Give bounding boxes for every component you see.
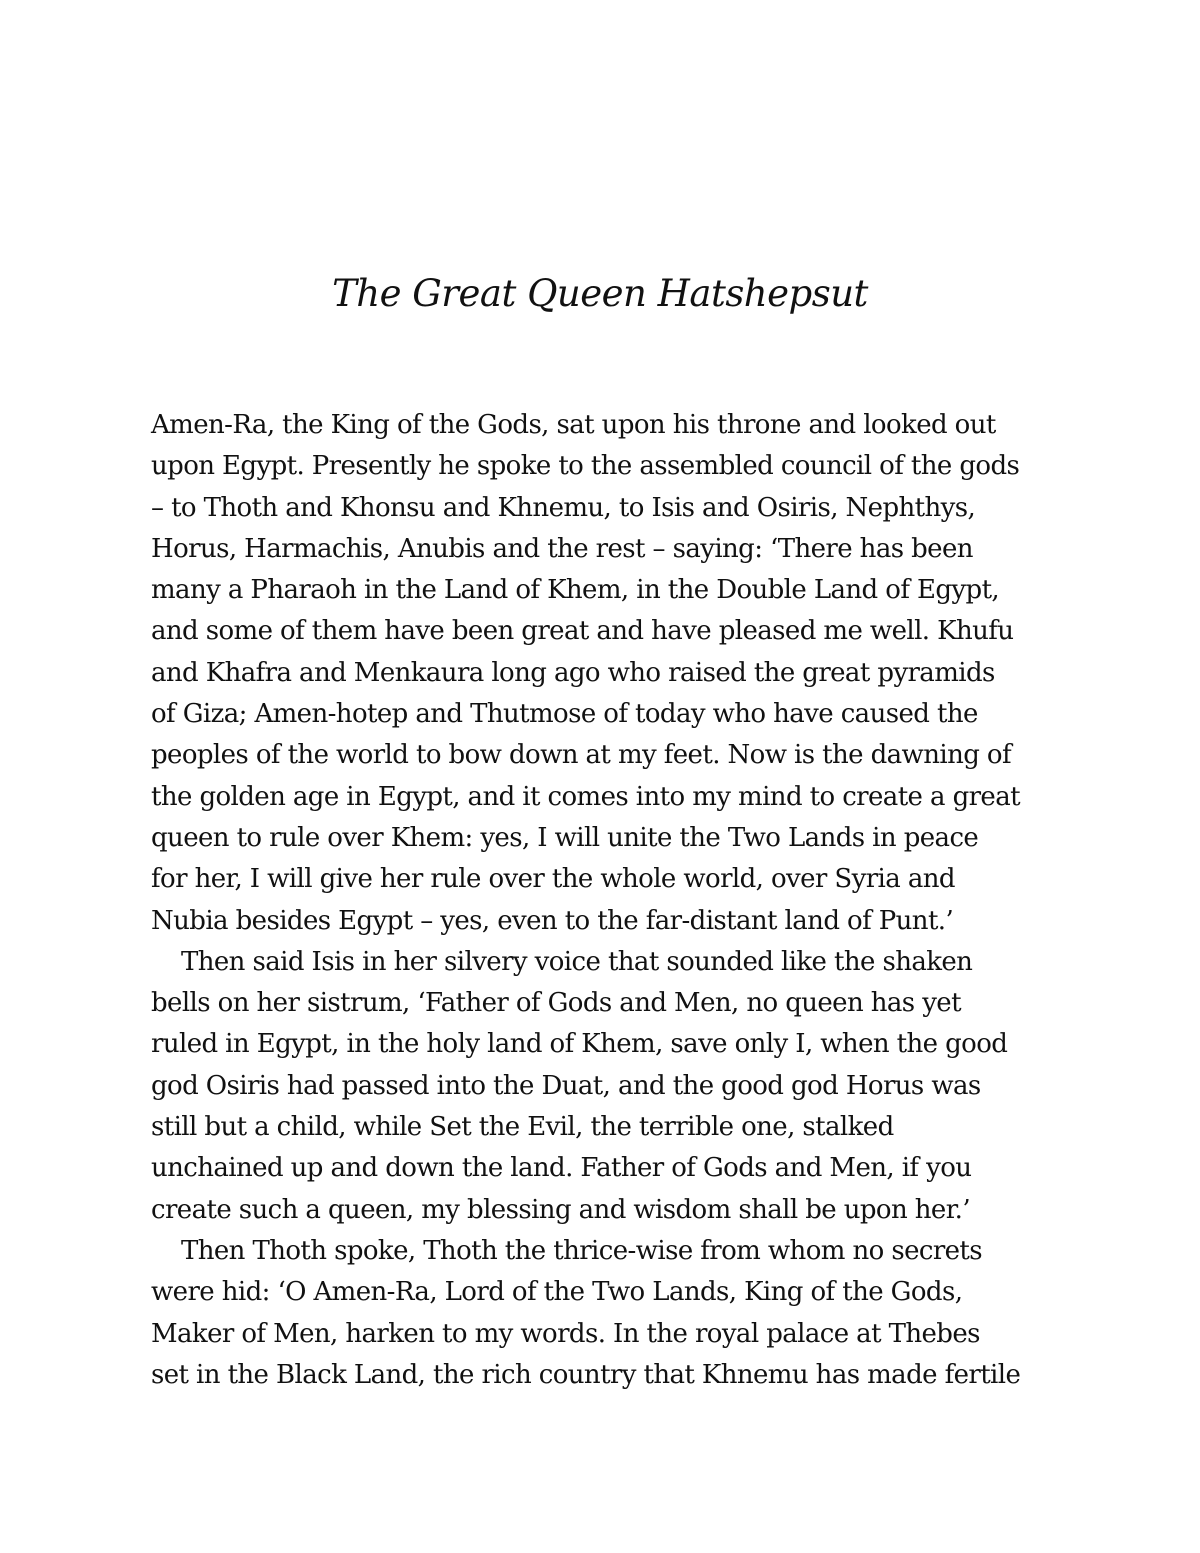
- text-line: Nubia besides Egypt – yes, even to the far-distant land of Punt.’: [151, 905, 954, 936]
- text-line: ruled in Egypt, in the holy land of Khem, save only I, when the good: [151, 1029, 1008, 1060]
- text-line: Then said Isis in her silvery voice that sounded like the shaken: [181, 946, 973, 977]
- text-line: for her, I will give her rule over the whole world, over Syria and: [151, 864, 955, 895]
- text-line: create such a queen, my blessing and wisdom shall be upon her.’: [151, 1194, 970, 1225]
- text-line: – to Thoth and Khonsu and Khnemu, to Isis and Osiris, Nephthys,: [151, 492, 976, 523]
- text-line: god Osiris had passed into the Duat, and the good god Horus was: [151, 1070, 981, 1101]
- page-title: The Great Queen Hatshepsut: [332, 272, 868, 315]
- text-line: Then Thoth spoke, Thoth the thrice-wise from whom no secrets: [181, 1235, 983, 1266]
- text-line: the golden age in Egypt, and it comes into my mind to create a great: [151, 781, 1020, 812]
- text-line: bells on her sistrum, ‘Father of Gods and Men, no queen has yet: [151, 988, 961, 1019]
- text-line: Horus, Harmachis, Anubis and the rest – saying: ‘There has been: [151, 533, 973, 564]
- text-line: and Khafra and Menkaura long ago who raised the great pyramids: [151, 657, 995, 688]
- text-line: many a Pharaoh in the Land of Khem, in the Double Land of Egypt,: [151, 575, 1000, 606]
- text-line: of Giza; Amen-hotep and Thutmose of today who have caused the: [151, 699, 978, 730]
- text-line: still but a child, while Set the Evil, the terrible one, stalked: [151, 1112, 894, 1143]
- body-text: [151, 405, 1061, 1396]
- text-line: set in the Black Land, the rich country that Khnemu has made fertile: [151, 1359, 1021, 1390]
- text-line: upon Egypt. Presently he spoke to the assembled council of the gods: [151, 451, 1020, 482]
- text-line: Maker of Men, harken to my words. In the royal palace at Thebes: [151, 1318, 980, 1349]
- text-line: queen to rule over Khem: yes, I will unite the Two Lands in peace: [151, 822, 979, 853]
- text-line: were hid: ‘O Amen-Ra, Lord of the Two Lands, King of the Gods,: [151, 1277, 963, 1308]
- text-line: unchained up and down the land. Father of Gods and Men, if you: [151, 1153, 972, 1184]
- text-line: and some of them have been great and have pleased me well. Khufu: [151, 616, 1014, 647]
- text-line: Amen-Ra, the King of the Gods, sat upon his throne and looked out: [151, 410, 996, 440]
- text-line: peoples of the world to bow down at my feet. Now is the dawning of: [151, 740, 1012, 771]
